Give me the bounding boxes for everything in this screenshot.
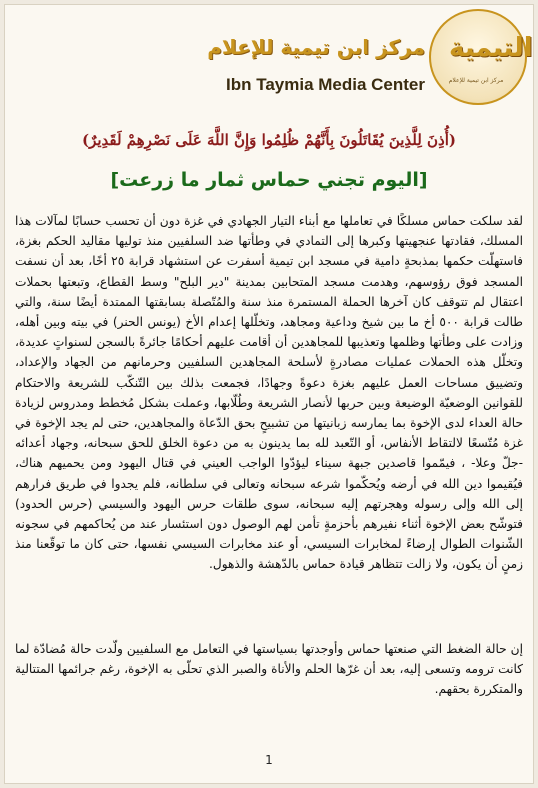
- page-number: 1: [265, 753, 273, 767]
- header: [5, 5, 533, 115]
- logo: [429, 9, 533, 105]
- document-title: [اليوم تجني حماس ثمار ما زرعت]: [110, 169, 428, 191]
- document-page: [4, 4, 534, 784]
- paragraph-2: إن حالة الضغط التي صنعتها حماس وأوجدتها بسياستها في التعامل مع السلفيين ولّدت حالة مُضادّة لما كانت ترومه وتسعى إليه، بعد أن غرّها الحلم والأناة والصبر الذي تحلّى به الإخوة، رغم جرائمها المتتالية والمتكررة بحقهم.: [15, 642, 523, 697]
- quran-verse: (أُذِنَ لِلَّذِينَ يُقَاتَلُونَ بِأَنَّهُمْ ظُلِمُوا وَإِنَّ اللَّهَ عَلَى نَصْرِهِمْ لَقَدِيرٌ): [81, 131, 457, 149]
- paragraph-1: لقد سلكت حماس مسلكًا في تعاملها مع أبناء التيار الجهادي في غزة دون أن تحسب حسابًا لمآلات هذا المسلك، فقادتها عنجهيتها وكبرها إلى التمادي في وطأتها ضد السلفيين منذ توليها مقاليد الحكم بغزة، فاستهلّت حكمها بمذبحةٍ دامية في مسجد ابن تيمية أسفرت عن استشهاد قرابة ٢٥ أخًا، بعد أن نسفت المسجد فوق رؤوسهم، وهدمت مسجد المتحابين بمدينة "دير البلح" وسط القطاع، وتبعتها بحملات اعتقال لم تتوقف كان آخرها الحملة المستمرة منذ سنة والمُتّصلة بسابقتها الممتدة أيضًا سنة، والتي طالت قرابة ٥٠٠ أخ ما بين شيخ وداعية ومجاهد، وتخلّلها إعدام الأخ (يونس الحنر) في بيته وبين أهله، وزادت على وطأتها وظلمها وتعذيبها للمجاهدين أن أقامت عليهم أحكامًا جائرةً بالسجن لسنواتٍ عديدة، وتخلّل هذه الحملات عمليات مصادرةٍ لأسلحة المجاهدين السلفيين وحرمانهم من الجهاد والإعداد، وتضييق مساحات العمل عليهم بغزة دعوةً وجهادًا، فجمعت بذلك بين التّنكّب للشريعة والاحتكام للقوانين الوضعيّة الوضيعة وبين حربها لأنصار الشريعة وطُلّابها، وعملت بشكل مُخطط ومدروس لزيادة حالة العداء لدى الإخوة بما يمارسه زبانيتها من تشبيحٍ بحق الدّعاة والمجاهدين، حتى لم يجد الإخوة في غزة مُتّسعًا لالتقاط الأنفاس، أو التّعبد لله بما يدينون به من دعوة الخلق للحق سبحانه، وجهاد أعدائه -جلّ وعلا- ، فيمّموا قاصدين جبهة سيناء ليؤدّوا الواجب العيني في قتال اليهود ومن يحميهم هناك، فيُقيموا دين الله في أرضه ويُحكّموا شرعه سبحانه وتعالى في سلطانه، فلم يجدوا في طريق فرارهم إلى الله وإلى رسوله وهجرتهم إليه سبحانه، سوى طلقات حرس اليهود والسيسي (حرس الحدود) فتوشّح بعض الإخوة أثناء نفيرهم بأحزمةٍ تأمن لهم الوصول دون استئسار عند من يُحاكمهم في سجونه الشّنوات الطوال إرضاءً لمخابرات السيسي، أو عند مخابرات السيسي نفسها، حتى كان ما توقّعنا منذ زمنٍ أن يكون، ولا زالت تتظاهر قيادة حماس بالدّهشة والذهول.: [15, 214, 524, 572]
- logo-subtitle: مركز ابن تيمية للإعلام: [448, 77, 504, 84]
- org-name-english: Ibn Taymia Media Center: [225, 75, 425, 94]
- org-name-arabic: مركز ابن تيمية للإعلام: [207, 35, 425, 59]
- logo-mark: التيمية: [449, 33, 533, 63]
